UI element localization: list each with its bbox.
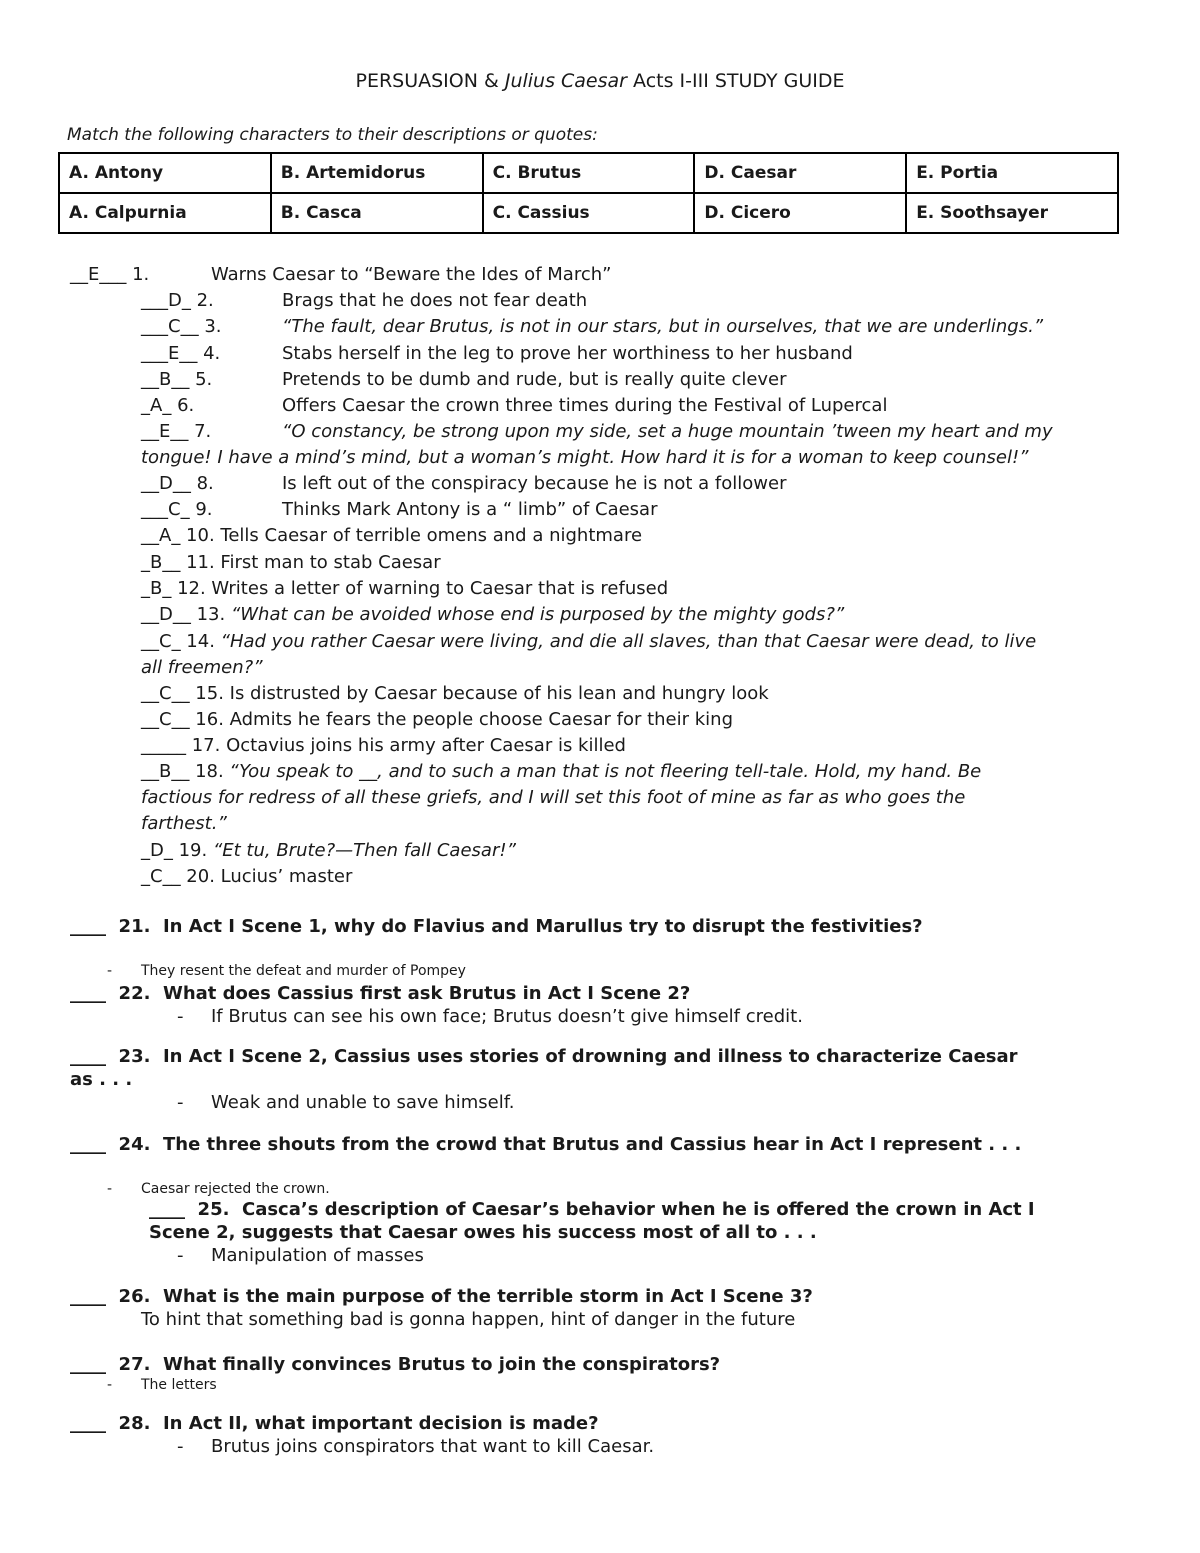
answer-text: Brutus joins conspirators that want to kill Caesar. [211,1436,655,1457]
question-text-continued: Scene 2, suggests that Caesar owes his success most of all to . . . [149,1222,817,1243]
matching-text: Warns Caesar to “Beware the Ides of March” [211,264,612,285]
question-26 [70,1286,813,1307]
bullet-dash: - [177,1006,184,1027]
matching-text: Thinks Mark Antony is a “ limb” of Caesar [282,499,658,520]
answer-blank: ___C_ [141,499,190,520]
matching-text-continued: farthest.” [141,813,227,834]
matching-item-11: _B__ 11. First man to stab Caesar [141,552,441,573]
matching-item-18 [141,759,981,785]
question-number: 28. [118,1413,151,1434]
table-cell: D. Caesar [694,153,906,193]
answer-blank: ____ [149,1199,185,1220]
answer-text: To hint that something bad is gonna happen, hint of danger in the future [141,1309,796,1330]
quote-text: “What can be avoided whose end is purposed by the mighty gods?” [230,604,845,625]
matching-text: Brags that he does not fear death [282,290,588,311]
question-number: 26. [118,1286,151,1307]
matching-text: Offers Caesar the crown three times during the Festival of Lupercal [282,395,888,416]
matching-text: “O constancy, be strong upon my side, set a huge mountain ’tween my heart and my [282,421,1053,442]
matching-item-14 [141,629,1036,655]
question-21 [70,916,923,937]
matching-text: Pretends to be dumb and rude, but is really quite clever [282,369,787,390]
matching-item-5 [141,367,212,393]
bullet-dash: - [177,1092,184,1113]
answer-blank: ___D_ [141,290,191,311]
matching-text: Is left out of the conspiracy because he is not a follower [282,473,787,494]
question-23 [70,1046,1018,1067]
answer-text: If Brutus can see his own face; Brutus doesn’t give himself credit. [211,1006,803,1027]
matching-text-continued: factious for redress of all these griefs, and I will set this foot of mine as far as who goes the [141,787,966,808]
item-number: 6. [177,395,195,416]
answer-blank: __E__ [141,421,189,442]
matching-item-12: _B_ 12. Writes a letter of warning to Caesar that is refused [141,578,669,599]
bullet-dash: - [107,963,113,979]
answer-text: Caesar rejected the crown. [141,1181,330,1197]
bullet-dash: - [107,1377,113,1393]
answer-blank: ____ [70,983,106,1004]
matching-text: Stabs herself in the leg to prove her worthiness to her husband [282,343,853,364]
question-number: 24. [118,1134,151,1155]
matching-item-7 [141,419,211,445]
item-prefix: __C_ 14. [141,631,221,652]
answer-blank: __D__ [141,473,191,494]
matching-item-10: __A_ 10. Tells Caesar of terrible omens and a nightmare [141,525,643,546]
question-text: What is the main purpose of the terrible storm in Act I Scene 3? [162,1286,813,1307]
matching-text-continued: all freemen?” [141,657,263,678]
table-cell: E. Soothsayer [906,193,1118,233]
item-prefix: _D_ 19. [141,840,213,861]
matching-item-19 [141,838,516,864]
matching-item-2 [141,288,214,314]
table-cell: B. Artemidorus [271,153,483,193]
answer-blank: ____ [70,1354,106,1375]
item-number: 8. [196,473,214,494]
table-cell: B. Casca [271,193,483,233]
table-row [59,153,1118,193]
table-cell: E. Portia [906,153,1118,193]
question-text: What does Cassius first ask Brutus in Act I Scene 2? [162,983,691,1004]
question-number: 25. [197,1199,230,1220]
table-row [59,193,1118,233]
question-text: Casca’s description of Caesar’s behavior when he is offered the crown in Act I [241,1199,1035,1220]
question-number: 27. [118,1354,151,1375]
answer-text: Manipulation of masses [211,1245,424,1266]
table-cell: A. Antony [59,153,271,193]
answer-blank: ____ [70,1413,106,1434]
matching-item-20: _C__ 20. Lucius’ master [141,866,353,887]
instructions: Match the following characters to their descriptions or quotes: [67,125,598,145]
question-text: In Act II, what important decision is made? [162,1413,599,1434]
matching-item-13 [141,602,844,628]
answer-text: Weak and unable to save himself. [211,1092,515,1113]
answer-blank: ____ [70,1046,106,1067]
answer-blank: __E___ [70,264,127,285]
item-number: 5. [195,369,213,390]
answer-blank: ___E__ [141,343,198,364]
matching-item-8 [141,471,214,497]
item-number: 4. [203,343,221,364]
matching-item-4 [141,341,220,367]
answer-blank: ____ [70,916,106,937]
character-table [58,152,1119,234]
quote-text: “You speak to __, and to such a man that is not fleering tell-tale. Hold, my hand. Be [229,761,982,782]
question-25 [149,1199,1035,1220]
answer-blank: ___C__ [141,316,199,337]
question-28 [70,1413,599,1434]
question-number: 23. [118,1046,151,1067]
bullet-dash: - [177,1245,184,1266]
item-number: 9. [195,499,213,520]
bullet-dash: - [177,1436,184,1457]
answer-blank: ____ [70,1286,106,1307]
question-text-continued: as . . . [70,1069,133,1090]
question-text: The three shouts from the crowd that Brutus and Cassius hear in Act I represent . . . [162,1134,1022,1155]
item-number: 1. [132,264,150,285]
question-24 [70,1134,1021,1155]
table-cell: C. Cassius [483,193,695,233]
question-27 [70,1354,720,1375]
question-text: In Act I Scene 2, Cassius uses stories of drowning and illness to characterize Caesar [162,1046,1018,1067]
matching-text-continued: tongue! I have a mind’s mind, but a woman’s might. How hard it is for a woman to keep counsel!” [141,447,1029,468]
matching-item-15: __C__ 15. Is distrusted by Caesar because of his lean and hungry look [141,683,769,704]
question-number: 21. [118,916,151,937]
matching-item-16: __C__ 16. Admits he fears the people choose Caesar for their king [141,709,733,730]
answer-text: They resent the defeat and murder of Pompey [141,963,466,979]
answer-blank: __B__ [141,369,190,390]
bullet-dash: - [107,1181,113,1197]
matching-item-6 [141,393,194,419]
quote-text: “Et tu, Brute?—Then fall Caesar!” [212,840,516,861]
matching-text: “The fault, dear Brutus, is not in our stars, but in ourselves, that we are underlings.” [282,316,1044,337]
matching-item-1 [70,262,149,288]
answer-blank: ____ [70,1134,106,1155]
table-cell: A. Calpurnia [59,193,271,233]
question-text: What finally convinces Brutus to join the conspirators? [162,1354,721,1375]
matching-item-17: _____ 17. Octavius joins his army after Caesar is killed [141,735,626,756]
question-22 [70,983,690,1004]
item-prefix: __B__ 18. [141,761,230,782]
quote-text: “Had you rather Caesar were living, and die all slaves, than that Caesar were dead, to live [220,631,1037,652]
item-number: 3. [204,316,222,337]
answer-blank: _A_ [141,395,172,416]
matching-item-3 [141,314,222,340]
page-title: PERSUASION & Julius Caesar Acts I-III STUDY GUIDE [355,70,845,92]
table-cell: C. Brutus [483,153,695,193]
item-number: 7. [194,421,212,442]
item-number: 2. [196,290,214,311]
item-prefix: __D__ 13. [141,604,231,625]
table-cell: D. Cicero [694,193,906,233]
answer-text: The letters [141,1377,217,1393]
question-number: 22. [118,983,151,1004]
question-text: In Act I Scene 1, why do Flavius and Marullus try to disrupt the festivities? [162,916,923,937]
matching-item-9 [141,497,213,523]
